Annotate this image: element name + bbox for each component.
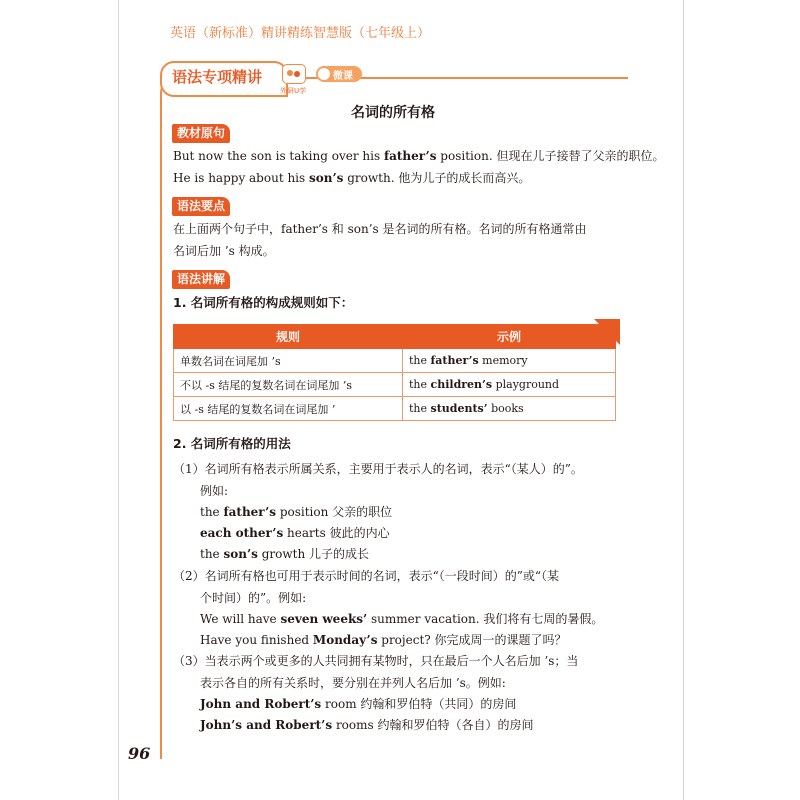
textbook-sentence-2: He is happy about his son’s growth. 他为儿子的成长而高兴。	[173, 171, 531, 185]
key-points-line-1: 在上面两个句子中，father’s 和 son’s 是名词的所有格。名词的所有格通常由	[173, 222, 587, 236]
key-points-label: 语法要点	[172, 197, 230, 216]
usage-1-example-1: the father’s position 父亲的职位	[200, 505, 393, 519]
usage-1-line-2: 例如:	[200, 484, 229, 498]
section-title: 语法专项精讲	[172, 68, 263, 86]
play-icon	[318, 68, 330, 80]
usage-3-line-1: （3）当表示两个或更多的人共同拥有某物时，只在最后一个人名后加 ’s；当	[173, 654, 579, 668]
rule-cell: 单数名词在词尾加 ’s	[174, 349, 403, 373]
rules-heading: 1. 名词所有格的构成规则如下：	[173, 295, 354, 310]
rules-table	[173, 324, 616, 421]
usage-3-line-2: 表示各自的所有关系时，要分别在并列人名后加 ’s。例如:	[200, 676, 506, 690]
usage-2-example-2: Have you finished Monday’s project? 你完成周一的课题了吗？	[200, 633, 567, 647]
example-cell: the students’ books	[403, 397, 616, 421]
publisher-logo-icon	[282, 64, 306, 84]
usage-2-line-1: （2）名词所有格也可用于表示时间的名词，表示“（一段时间）的”或“（某	[173, 569, 560, 583]
topic-title: 名词的所有格	[351, 105, 435, 121]
usage-3-example-2: John’s and Robert’s rooms 约翰和罗伯特（各自）的房间	[200, 718, 534, 732]
usage-2-line-2: 个时间）的”。例如:	[200, 591, 307, 605]
usage-1-line-1: （1）名词所有格表示所属关系，主要用于表示人的名词，表示“（某人）的”。	[173, 462, 583, 476]
usage-3-example-1: John and Robert’s room 约翰和罗伯特（共同）的房间	[200, 697, 517, 711]
usage-2-example-1: We will have seven weeks’ summer vacation. 我们将有七周的暑假。	[200, 612, 604, 626]
usage-1-example-2: each other’s hearts 彼此的内心	[200, 526, 390, 540]
textbook-sentence-1: But now the son is taking over his father’s position. 但现在儿子接替了父亲的职位。	[173, 149, 665, 163]
table-header-rule: 规则	[174, 325, 403, 349]
usage-1-example-3: the son’s growth 儿子的成长	[200, 547, 369, 561]
table-header-example: 示例	[403, 325, 616, 349]
page-number: 96	[128, 744, 151, 763]
logo-text: 外研U学	[280, 87, 307, 95]
table-corner-decoration	[594, 319, 620, 345]
textbook-label: 教材原句	[172, 124, 230, 143]
usage-heading: 2. 名词所有格的用法	[173, 436, 291, 451]
key-points-line-2: 名词后加 ’s 构成。	[173, 244, 275, 258]
rule-cell: 不以 -s 结尾的复数名词在词尾加 ’s	[174, 373, 403, 397]
micro-lesson-label: 微课	[333, 71, 353, 82]
example-cell: the children’s playground	[403, 373, 616, 397]
table-row	[174, 397, 616, 421]
rule-cell: 以 -s 结尾的复数名词在词尾加 ’	[174, 397, 403, 421]
running-header: 英语（新标准）精讲精练智慧版（七年级上）	[170, 26, 431, 41]
table-row	[174, 349, 616, 373]
explanation-label: 语法讲解	[172, 270, 230, 289]
table-row	[174, 373, 616, 397]
example-cell: the father’s memory	[403, 349, 616, 373]
